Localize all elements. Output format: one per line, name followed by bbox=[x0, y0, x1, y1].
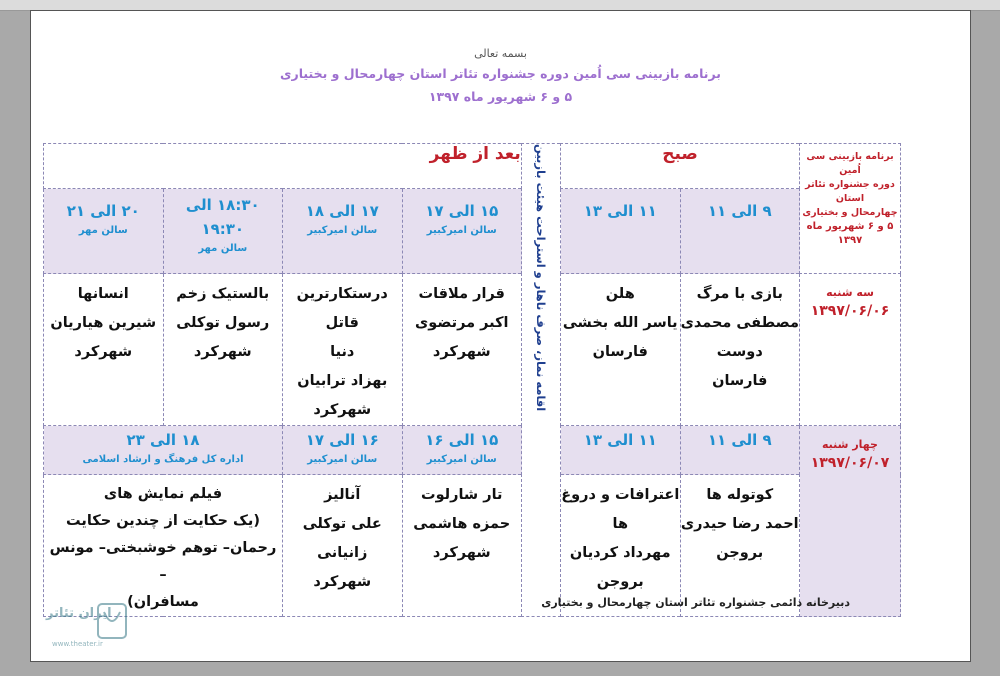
document-header bbox=[31, 47, 970, 104]
hall-label: سالن مهر bbox=[198, 243, 248, 254]
play-cell bbox=[44, 274, 164, 426]
play-city: شهرکرد bbox=[74, 344, 133, 360]
time-label: ۱۵ الی ۱۶ bbox=[425, 431, 499, 449]
play-cell bbox=[680, 274, 800, 426]
play-title: آنالیز bbox=[324, 487, 361, 503]
play-cell bbox=[44, 475, 283, 617]
side-info-line: برنامه بازبینی سی اُمین bbox=[806, 151, 894, 176]
play-city: بروجن bbox=[716, 545, 764, 561]
play-title: درستکارترین قاتل bbox=[296, 286, 388, 331]
play-cell bbox=[561, 274, 681, 426]
morning-header: صبح bbox=[561, 144, 800, 189]
play-cell bbox=[283, 274, 403, 426]
play-cell bbox=[163, 274, 283, 426]
afternoon-label: بعد از ظهر bbox=[429, 144, 521, 164]
time-cell bbox=[283, 426, 403, 475]
play-director: شیرین هیاریان bbox=[50, 315, 157, 331]
hall-label: سالن امیرکبیر bbox=[307, 225, 378, 236]
play-title: بازی با مرگ bbox=[696, 286, 783, 302]
time-label: ۹ الی ۱۱ bbox=[707, 431, 772, 449]
play-line: (یک حکایت از چندین حکایت bbox=[66, 513, 260, 529]
watermark-name: ایران تئاتر bbox=[46, 606, 112, 621]
day-date: ۱۳۹۷/۰۶/۰۷ bbox=[810, 455, 890, 471]
play-city: شهرکرد bbox=[432, 545, 491, 561]
time-cell bbox=[44, 189, 164, 274]
day-date: ۱۳۹۷/۰۶/۰۶ bbox=[810, 303, 890, 319]
play-cell bbox=[402, 274, 522, 426]
document-date: ۵ و ۶ شهریور ماه ۱۳۹۷ bbox=[428, 89, 573, 104]
time-label: ۱۸:۳۰ الی ۱۹:۳۰ bbox=[185, 196, 260, 238]
play-director: بهزاد ترابیان bbox=[297, 373, 388, 389]
time-cell bbox=[44, 426, 283, 475]
document-title: برنامه بازبینی سی اُمین دوره جشنواره تئاتر استان چهارمحال و بختیاری bbox=[280, 66, 721, 81]
watermark-url: www.theater.ir bbox=[52, 640, 103, 648]
time-cell bbox=[680, 189, 800, 274]
afternoon-header bbox=[44, 144, 522, 189]
day-name: چهار شنبه bbox=[822, 438, 878, 451]
play-director: مهرداد کردیان bbox=[569, 545, 671, 561]
play-line: دنیا bbox=[330, 344, 355, 360]
play-director: حمزه هاشمی bbox=[413, 516, 511, 532]
time-label: ۱۷ الی ۱۸ bbox=[305, 202, 379, 220]
side-info-cell bbox=[800, 144, 901, 274]
play-city: فارسان bbox=[712, 373, 768, 389]
day-cell-tuesday bbox=[800, 274, 901, 426]
break-column bbox=[522, 144, 561, 617]
schedule-table bbox=[43, 143, 901, 617]
hall-label: سالن امیرکبیر bbox=[426, 225, 497, 236]
hall-label: اداره کل فرهنگ و ارشاد اسلامی bbox=[82, 454, 244, 465]
play-title: اعترافات و دروغ bbox=[561, 487, 680, 503]
play-line: رحمان– توهم خوشبختی– مونس – bbox=[49, 540, 277, 583]
time-cell bbox=[402, 189, 522, 274]
iran-theater-watermark bbox=[42, 600, 132, 656]
play-director: اکبر مرتضوی bbox=[415, 315, 509, 331]
day-cell-wednesday bbox=[800, 426, 901, 617]
play-line: مسافران) bbox=[127, 594, 199, 610]
time-label: ۱۵ الی ۱۷ bbox=[425, 202, 499, 220]
play-city: شهرکرد bbox=[193, 344, 252, 360]
time-label: ۱۸ الی ۲۳ bbox=[126, 431, 200, 449]
time-cell bbox=[561, 426, 681, 475]
play-city: شهرکرد bbox=[432, 344, 491, 360]
time-cell bbox=[283, 189, 403, 274]
play-title: هلن bbox=[605, 286, 635, 302]
play-director: یاسر الله بخشی bbox=[562, 315, 678, 331]
time-label: ۲۰ الی ۲۱ bbox=[66, 202, 140, 220]
play-line: دوست bbox=[716, 344, 763, 360]
day-name: سه شنبه bbox=[826, 286, 874, 299]
time-label: ۱۱ الی ۱۳ bbox=[583, 431, 657, 449]
play-director: مصطفی محمدی bbox=[680, 315, 799, 331]
play-city: بروجن bbox=[596, 574, 644, 590]
hall-label: سالن امیرکبیر bbox=[307, 454, 378, 465]
break-text: اقامه نماز، صرف ناهار و استراحت هیئت بازبین bbox=[534, 144, 548, 412]
play-title: تار شارلوت bbox=[421, 487, 503, 503]
bismillah: بسمه تعالی bbox=[474, 47, 527, 60]
footer-signature: دبیرخانه دائمی جشنواره تئاتر استان چهارمحال و بختیاری bbox=[541, 596, 850, 609]
time-cell bbox=[561, 189, 681, 274]
play-city: شهرکرد bbox=[313, 402, 372, 418]
play-title: فیلم نمایش های bbox=[103, 486, 223, 502]
time-label: ۹ الی ۱۱ bbox=[707, 202, 772, 220]
play-line: ها bbox=[612, 516, 628, 532]
play-director: رسول توکلی bbox=[176, 315, 270, 331]
time-label: ۱۱ الی ۱۳ bbox=[583, 202, 657, 220]
time-cell bbox=[402, 426, 522, 475]
side-info-line: دوره جشنواره تئاتر استان bbox=[805, 179, 895, 204]
side-info-date: ۵ و ۶ شهریور ماه ۱۳۹۷ bbox=[806, 221, 894, 246]
play-city: شهرکرد bbox=[313, 574, 372, 590]
time-cell bbox=[680, 426, 800, 475]
hall-label: سالن مهر bbox=[78, 225, 128, 236]
hall-label: سالن امیرکبیر bbox=[426, 454, 497, 465]
time-cell bbox=[163, 189, 283, 274]
play-director: علی توکلی زانیانی bbox=[302, 516, 382, 561]
side-info-line: چهارمحال و بختیاری bbox=[802, 207, 898, 218]
play-title: کوتوله ها bbox=[706, 487, 774, 503]
time-label: ۱۶ الی ۱۷ bbox=[305, 431, 379, 449]
play-director: احمد رضا حیدری bbox=[680, 516, 799, 532]
play-title: انسانها bbox=[77, 286, 129, 302]
play-title: قرار ملاقات bbox=[418, 286, 505, 302]
play-title: بالستیک زخم bbox=[176, 286, 270, 302]
play-city: فارسان bbox=[592, 344, 648, 360]
